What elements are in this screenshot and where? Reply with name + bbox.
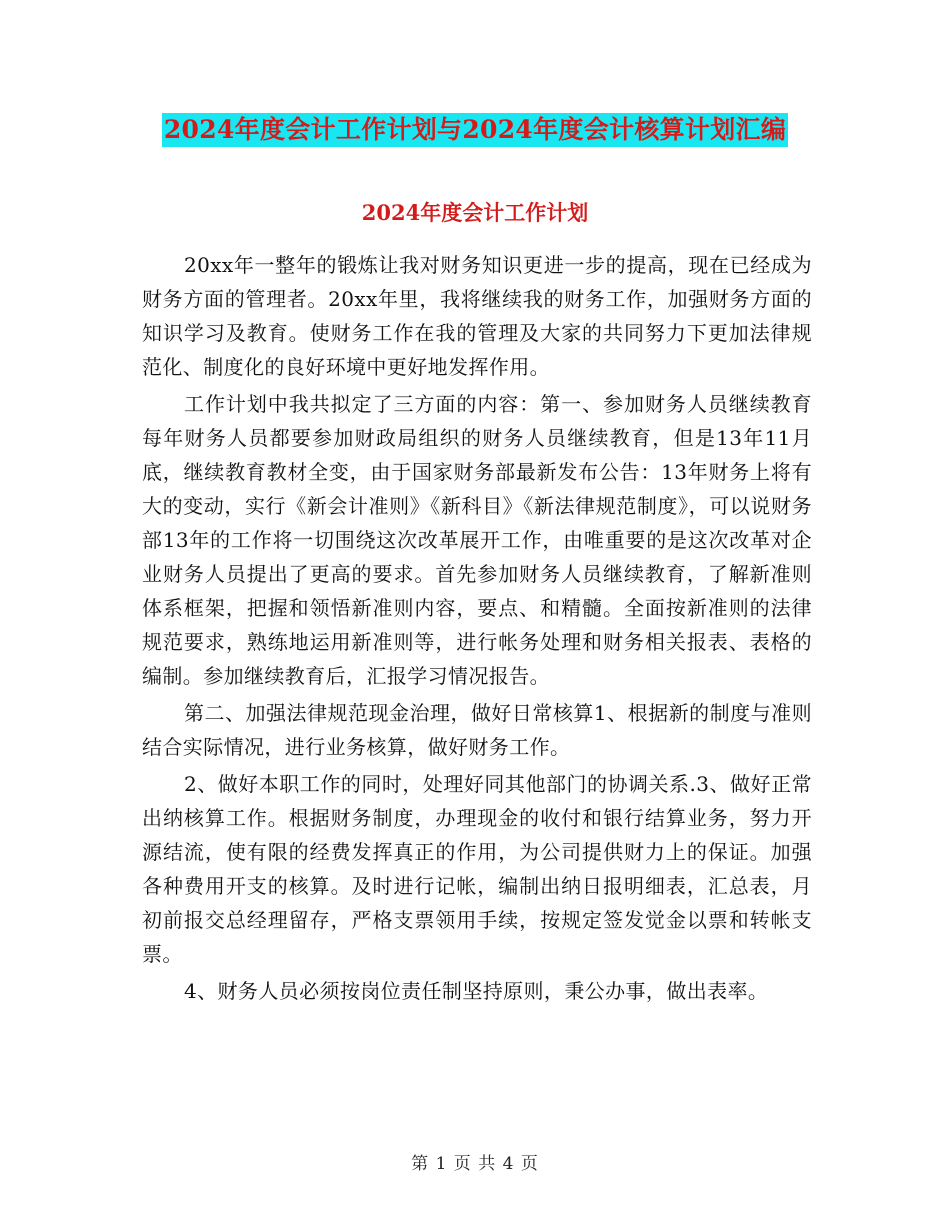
- paragraph: 第二、加强法律规范现金治理，做好日常核算1、根据新的制度与准则结合实际情况，进行业务核算，做好财务工作。: [142, 701, 812, 759]
- section-title: 2024年度会计工作计划: [361, 200, 589, 225]
- paragraph: 2、做好本职工作的同时，处理好同其他部门的协调关系.3、做好正常出纳核算工作。根据财务制度，办理现金的收付和银行结算业务，努力开源结流，使有限的经费发挥真正的作用，为公司提供财力上的保证。加强各种费用开支的核算。及时进行记帐，编制出纳日报明细表，汇总表，月初前报交总经理留存，严格支票领用手续，按规定签发觉金以票和转帐支票。: [142, 772, 812, 966]
- title-area: [0, 113, 950, 147]
- document-body: [142, 248, 812, 1011]
- paragraph: 4、财务人员必须按岗位责任制坚持原则，秉公办事，做出表率。: [184, 979, 769, 1003]
- paragraph: 20xx年一整年的锻炼让我对财务知识更进一步的提高，现在已经成为财务方面的管理者。20xx年里，我将继续我的财务工作，加强财务方面的知识学习及教育。使财务工作在我的管理及大家的共同努力下更加法律规范化、制度化的良好环境中更好地发挥作用。: [142, 253, 812, 379]
- paragraph: 工作计划中我共拟定了三方面的内容：第一、参加财务人员继续教育每年财务人员都要参加财政局组织的财务人员继续教育，但是13年11月底，继续教育教材全变，由于国家财务部最新发布公告：13年财务上将有大的变动，实行《新会计准则》《新科目》《新法律规范制度》，可以说财务部13年的工作将一切围绕这次改革展开工作，由唯重要的是这次改革对企业财务人员提出了更高的要求。首先参加财务人员继续教育，了解新准则体系框架，把握和领悟新准则内容，要点、和精髓。全面按新准则的法律规范要求，熟练地运用新准则等，进行帐务处理和财务相关报表、表格的编制。参加继续教育后，汇报学习情况报告。: [142, 392, 812, 688]
- document-main-title: 2024年度会计工作计划与2024年度会计核算计划汇编: [162, 113, 788, 147]
- page-footer: 第 1 页 共 4 页: [411, 1154, 539, 1174]
